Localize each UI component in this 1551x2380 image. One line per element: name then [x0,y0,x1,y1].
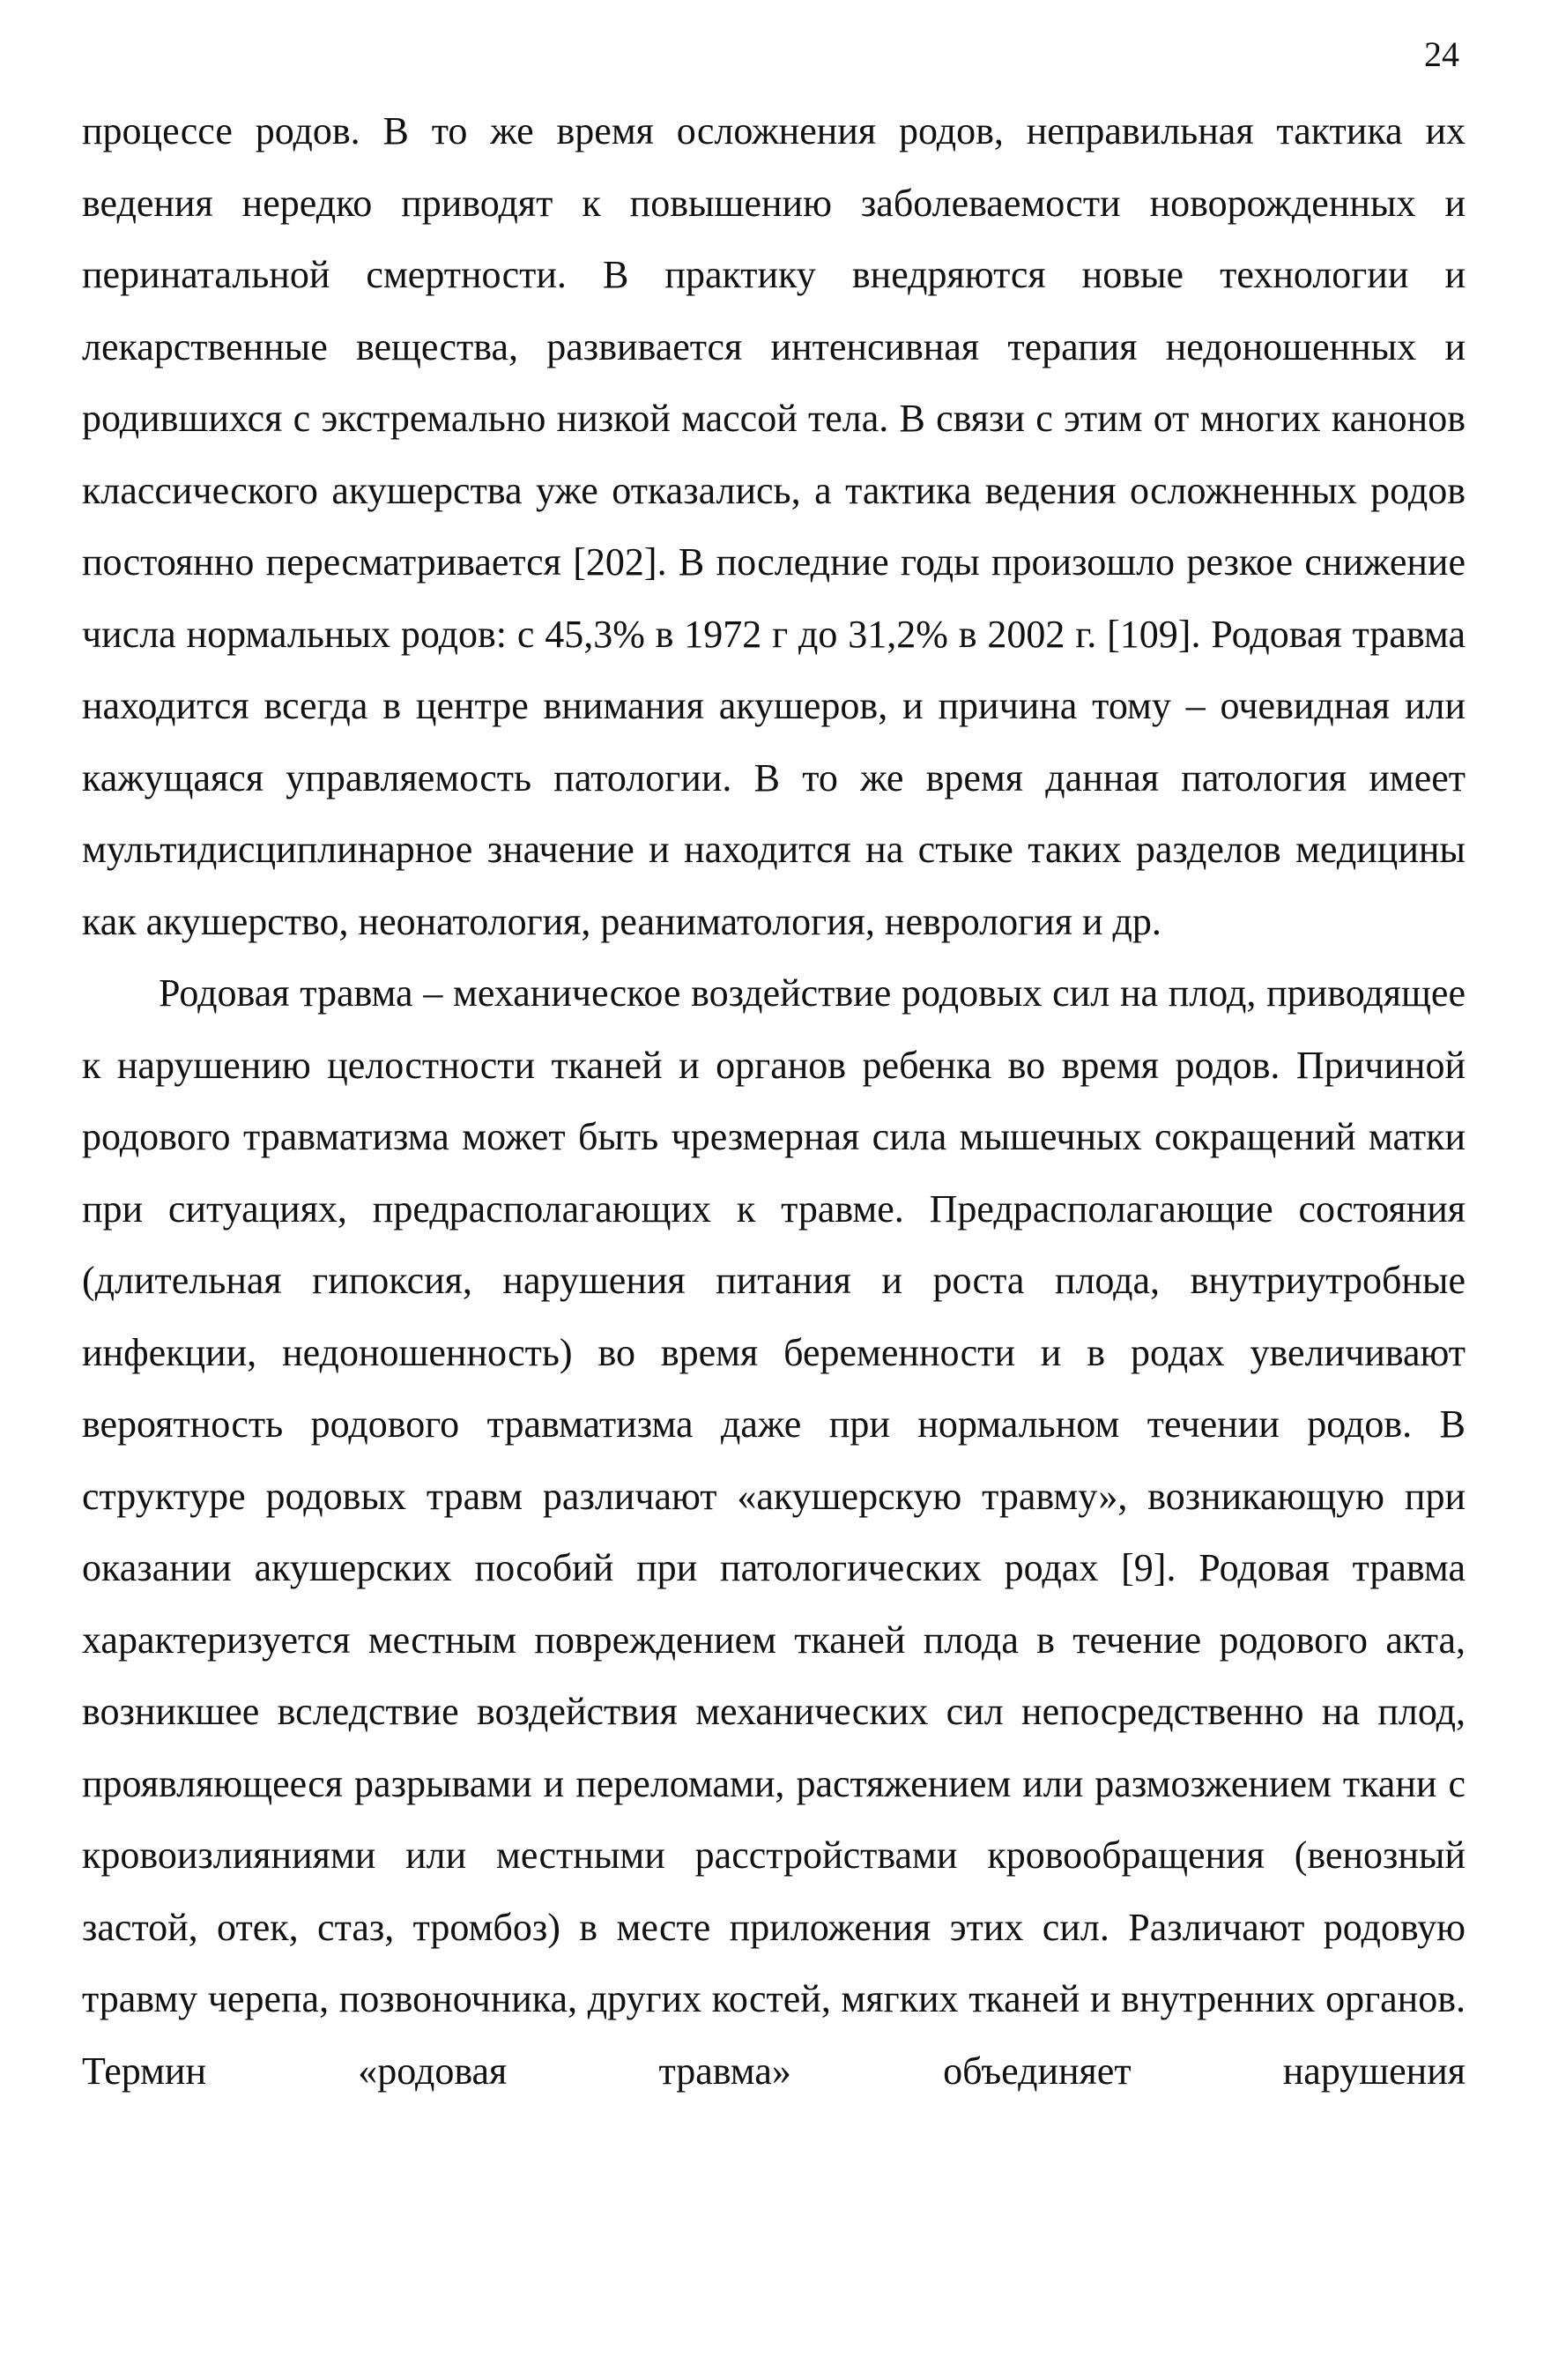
page-body [82,95,1466,2107]
paragraph-continued: процессе родов. В то же время осложнения родов, неправильная тактика их ведения нередко приводят к повышению заболеваемости новорожденных и перинатальной смертности. В практику внедряются новые технологии и лекарственные вещества, развивается интенсивная терапия недоношенных и родившихся с экстремально низкой массой тела. В связи с этим от многих канонов классического акушерства уже отказались, а тактика ведения осложненных родов постоянно пересматривается [202]. В последние годы произошло резкое снижение числа нормальных родов: с 45,3% в 1972 г до 31,2% в 2002 г. [109]. Родовая травма находится всегда в центре внимания акушеров, и причина тому – очевидная или кажущаяся управляемость патологии. В то же время данная патология имеет мультидисциплинарное значение и находится на стыке таких разделов медицины как акушерство, неонатология, реаниматология, неврология и др. [82,109,1466,943]
paragraph-birth-trauma: Родовая травма – механическое воздействие родовых сил на плод, приводящее к нарушению целостности тканей и органов ребенка во время родов. Причиной родового травматизма может быть чрезмерная сила мышечных сокращений матки при ситуациях, предрасполагающих к травме. Предрасполагающие состояния (длительная гипоксия, нарушения питания и роста плода, внутриутробные инфекции, недоношенность) во время беременности и в родах увеличивают вероятность родового травматизма даже при нормальном течении родов. В структуре родовых травм различают «акушерскую травму», возникающую при оказании акушерских пособий при патологических родах [9]. Родовая травма характеризуется местным повреждением тканей плода в течение родового акта, возникшее вследствие воздействия механических сил непосредственно на плод, проявляющееся разрывами и переломами, растяжением или размозжением ткани с кровоизлияниями или местными расстройствами кровообращения (венозный застой, отек, стаз, тромбоз) в месте приложения этих сил. Различают родовую травму черепа, позвоночника, других костей, мягких тканей и внутренних органов. Термин «родовая травма» объединяет нарушения [82,971,1466,2093]
page-number: 24 [1424,34,1459,74]
